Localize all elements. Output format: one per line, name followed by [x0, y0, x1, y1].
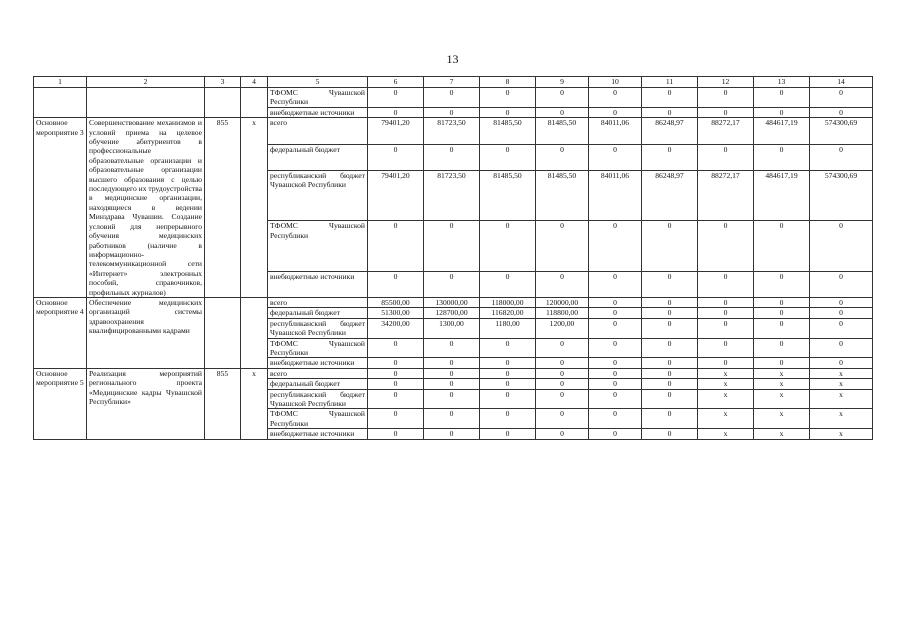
funding-source-cell: ТФОМС Чувашской Республики [268, 88, 368, 108]
funding-source-cell: ТФОМС Чувашской Республики [268, 338, 368, 358]
value-cell: 79401,20 [368, 171, 424, 221]
column-header: 14 [810, 77, 873, 88]
value-cell: 0 [698, 271, 754, 297]
value-cell: 1200,00 [536, 318, 589, 338]
value-cell: 574300,69 [810, 171, 873, 221]
value-cell: 120000,00 [536, 297, 589, 307]
value-cell: x [698, 429, 754, 439]
value-cell: 0 [368, 389, 424, 409]
column-number-row [34, 77, 873, 88]
event-name-cell: Основное мероприятие 3 [34, 118, 87, 298]
value-cell: 81485,50 [480, 118, 536, 144]
value-cell: 0 [536, 271, 589, 297]
value-cell: 0 [424, 429, 480, 439]
budget-table [33, 76, 873, 440]
value-cell: 0 [368, 221, 424, 271]
column-header: 2 [87, 77, 205, 88]
value-cell: 0 [754, 271, 810, 297]
value-cell: 0 [642, 144, 698, 170]
value-cell: 0 [536, 409, 589, 429]
value-cell: 0 [698, 144, 754, 170]
value-cell: 0 [754, 221, 810, 271]
column-header: 7 [424, 77, 480, 88]
value-cell: 0 [642, 368, 698, 378]
value-cell: 0 [810, 318, 873, 338]
value-cell: 0 [754, 318, 810, 338]
value-cell: 0 [642, 429, 698, 439]
value-cell: 0 [480, 429, 536, 439]
value-cell: 88272,17 [698, 171, 754, 221]
value-cell: x [810, 409, 873, 429]
value-cell: 0 [368, 358, 424, 368]
value-cell: 0 [480, 338, 536, 358]
value-cell: 0 [642, 88, 698, 108]
value-cell: 0 [810, 144, 873, 170]
value-cell: 0 [424, 389, 480, 409]
funding-source-cell: внебюджетные источники [268, 429, 368, 439]
value-cell: 0 [589, 271, 642, 297]
value-cell: 0 [589, 379, 642, 389]
funding-source-cell: внебюджетные источники [268, 271, 368, 297]
funding-source-cell: всего [268, 368, 368, 378]
value-cell: 0 [424, 379, 480, 389]
code-cell [205, 88, 241, 118]
value-cell: 0 [642, 107, 698, 117]
value-cell: 130000,00 [424, 297, 480, 307]
value-cell: 0 [810, 107, 873, 117]
value-cell: 0 [698, 338, 754, 358]
value-cell: 0 [698, 318, 754, 338]
value-cell: 0 [642, 221, 698, 271]
value-cell: 0 [368, 368, 424, 378]
value-cell: 0 [536, 338, 589, 358]
value-cell: 484617,19 [754, 118, 810, 144]
value-cell: 79401,20 [368, 118, 424, 144]
value-cell: 0 [589, 429, 642, 439]
value-cell: x [810, 389, 873, 409]
value-cell: 118800,00 [536, 308, 589, 318]
value-cell: x [698, 379, 754, 389]
value-cell: 0 [642, 379, 698, 389]
value-cell: 0 [589, 409, 642, 429]
value-cell: 0 [810, 271, 873, 297]
value-cell: 0 [536, 107, 589, 117]
value-cell: 484617,19 [754, 171, 810, 221]
value-cell: 0 [480, 368, 536, 378]
column-header: 5 [268, 77, 368, 88]
value-cell: 34200,00 [368, 318, 424, 338]
value-cell: 0 [698, 308, 754, 318]
column-header: 4 [241, 77, 268, 88]
value-cell: 0 [424, 144, 480, 170]
event-name-cell: Основное мероприятие 4 [34, 297, 87, 368]
value-cell: 0 [589, 88, 642, 108]
value-cell: 0 [589, 389, 642, 409]
value-cell: 0 [698, 88, 754, 108]
value-cell: 0 [368, 409, 424, 429]
value-cell: 0 [810, 308, 873, 318]
code-cell [205, 297, 241, 368]
value-cell: 0 [589, 297, 642, 307]
code-cell: x [241, 368, 268, 439]
value-cell: 0 [424, 107, 480, 117]
event-description-cell: Совершенствование механизмов и условий приема на целевое обучение абитуриентов в профессиональные образовательные организации и образовательные организации высшего образования с целью последующего их трудоустройства в медицинские организации, находящиеся в ведении Минздрава Чувашии. Создание условий для непрерывного обучения медицинских работников (наличие в информационно-телекоммуникационной сети «Интернет» электронных пособий, справочников, профильных журналов) [87, 118, 205, 298]
value-cell: 84011,06 [589, 118, 642, 144]
funding-source-cell: республиканский бюджет Чувашской Республики [268, 171, 368, 221]
value-cell: 0 [368, 144, 424, 170]
value-cell: 0 [589, 358, 642, 368]
value-cell: 0 [589, 107, 642, 117]
value-cell: 0 [368, 429, 424, 439]
value-cell: x [754, 389, 810, 409]
column-header: 9 [536, 77, 589, 88]
value-cell: 0 [754, 88, 810, 108]
value-cell: x [754, 429, 810, 439]
value-cell: x [698, 409, 754, 429]
value-cell: 0 [480, 144, 536, 170]
value-cell: 0 [424, 358, 480, 368]
column-header: 13 [754, 77, 810, 88]
value-cell: x [810, 429, 873, 439]
value-cell: 0 [424, 221, 480, 271]
table-body [34, 88, 873, 440]
table-row [34, 368, 873, 378]
value-cell: 0 [368, 379, 424, 389]
value-cell: 0 [642, 308, 698, 318]
event-description-cell [87, 88, 205, 118]
value-cell: 0 [589, 368, 642, 378]
code-cell: 855 [205, 368, 241, 439]
funding-source-cell: внебюджетные источники [268, 107, 368, 117]
value-cell: 51300,00 [368, 308, 424, 318]
column-header: 6 [368, 77, 424, 88]
value-cell: 86248,97 [642, 171, 698, 221]
value-cell: 0 [754, 297, 810, 307]
value-cell: 88272,17 [698, 118, 754, 144]
funding-source-cell: ТФОМС Чувашской Республики [268, 409, 368, 429]
funding-source-cell: республиканский бюджет Чувашской Республики [268, 318, 368, 338]
value-cell: 0 [424, 271, 480, 297]
value-cell: 0 [642, 389, 698, 409]
value-cell: x [754, 379, 810, 389]
value-cell: 81485,50 [536, 118, 589, 144]
value-cell: x [810, 379, 873, 389]
value-cell: x [698, 389, 754, 409]
value-cell: 0 [424, 409, 480, 429]
value-cell: 86248,97 [642, 118, 698, 144]
column-header: 12 [698, 77, 754, 88]
funding-source-cell: внебюджетные источники [268, 358, 368, 368]
value-cell: x [754, 409, 810, 429]
value-cell: 128700,00 [424, 308, 480, 318]
value-cell: 1180,00 [480, 318, 536, 338]
code-cell [241, 297, 268, 368]
code-cell: 855 [205, 118, 241, 298]
value-cell: 0 [810, 88, 873, 108]
value-cell: 0 [536, 389, 589, 409]
funding-source-cell: федеральный бюджет [268, 379, 368, 389]
column-header: 11 [642, 77, 698, 88]
funding-source-cell: федеральный бюджет [268, 308, 368, 318]
value-cell: 0 [698, 297, 754, 307]
value-cell: 0 [424, 88, 480, 108]
value-cell: 0 [698, 221, 754, 271]
value-cell: 81485,50 [480, 171, 536, 221]
value-cell: 1300,00 [424, 318, 480, 338]
funding-source-cell: всего [268, 297, 368, 307]
code-cell [241, 88, 268, 118]
value-cell: 0 [368, 88, 424, 108]
value-cell: 0 [480, 358, 536, 368]
value-cell: 0 [368, 271, 424, 297]
value-cell: 0 [589, 308, 642, 318]
value-cell: 0 [536, 379, 589, 389]
value-cell: 0 [536, 429, 589, 439]
value-cell: 0 [480, 88, 536, 108]
value-cell: 0 [536, 144, 589, 170]
value-cell: 0 [642, 297, 698, 307]
value-cell: 0 [698, 358, 754, 368]
value-cell: 0 [810, 358, 873, 368]
value-cell: 0 [480, 389, 536, 409]
value-cell: 0 [480, 107, 536, 117]
value-cell: x [754, 368, 810, 378]
value-cell: 0 [589, 221, 642, 271]
value-cell: 0 [810, 221, 873, 271]
value-cell: 0 [480, 409, 536, 429]
funding-source-cell: республиканский бюджет Чувашской Республики [268, 389, 368, 409]
value-cell: x [698, 368, 754, 378]
value-cell: 0 [754, 358, 810, 368]
value-cell: 0 [642, 358, 698, 368]
value-cell: 0 [642, 318, 698, 338]
value-cell: x [810, 368, 873, 378]
value-cell: 85500,00 [368, 297, 424, 307]
value-cell: 84011,06 [589, 171, 642, 221]
value-cell: 81723,50 [424, 118, 480, 144]
value-cell: 116820,00 [480, 308, 536, 318]
column-header: 10 [589, 77, 642, 88]
value-cell: 574300,69 [810, 118, 873, 144]
value-cell: 0 [368, 107, 424, 117]
value-cell: 0 [424, 338, 480, 358]
value-cell: 0 [368, 338, 424, 358]
value-cell: 0 [589, 338, 642, 358]
value-cell: 0 [536, 358, 589, 368]
value-cell: 0 [536, 88, 589, 108]
value-cell: 0 [754, 308, 810, 318]
event-description-cell: Реализация мероприятий регионального проекта «Медицинские кадры Чувашской Республики» [87, 368, 205, 439]
event-name-cell: Основное мероприятие 5 [34, 368, 87, 439]
column-header: 1 [34, 77, 87, 88]
value-cell: 0 [536, 368, 589, 378]
value-cell: 0 [589, 318, 642, 338]
table-row [34, 88, 873, 108]
value-cell: 0 [424, 368, 480, 378]
value-cell: 0 [480, 379, 536, 389]
value-cell: 118000,00 [480, 297, 536, 307]
column-header: 3 [205, 77, 241, 88]
funding-source-cell: ТФОМС Чувашской Республики [268, 221, 368, 271]
value-cell: 0 [698, 107, 754, 117]
value-cell: 0 [589, 144, 642, 170]
value-cell: 0 [754, 107, 810, 117]
page-number: 13 [446, 52, 459, 66]
table-row [34, 118, 873, 144]
funding-source-cell: всего [268, 118, 368, 144]
event-description-cell: Обеспечение медицинских организаций системы здравоохранения квалифицированными кадрами [87, 297, 205, 368]
value-cell: 0 [810, 297, 873, 307]
column-header: 8 [480, 77, 536, 88]
value-cell: 0 [642, 338, 698, 358]
event-name-cell [34, 88, 87, 118]
value-cell: 0 [810, 338, 873, 358]
value-cell: 0 [642, 409, 698, 429]
value-cell: 0 [754, 144, 810, 170]
code-cell: x [241, 118, 268, 298]
value-cell: 0 [480, 271, 536, 297]
value-cell: 0 [536, 221, 589, 271]
table-row [34, 297, 873, 307]
value-cell: 81723,50 [424, 171, 480, 221]
value-cell: 0 [642, 271, 698, 297]
value-cell: 0 [480, 221, 536, 271]
value-cell: 81485,50 [536, 171, 589, 221]
funding-source-cell: федеральный бюджет [268, 144, 368, 170]
value-cell: 0 [754, 338, 810, 358]
